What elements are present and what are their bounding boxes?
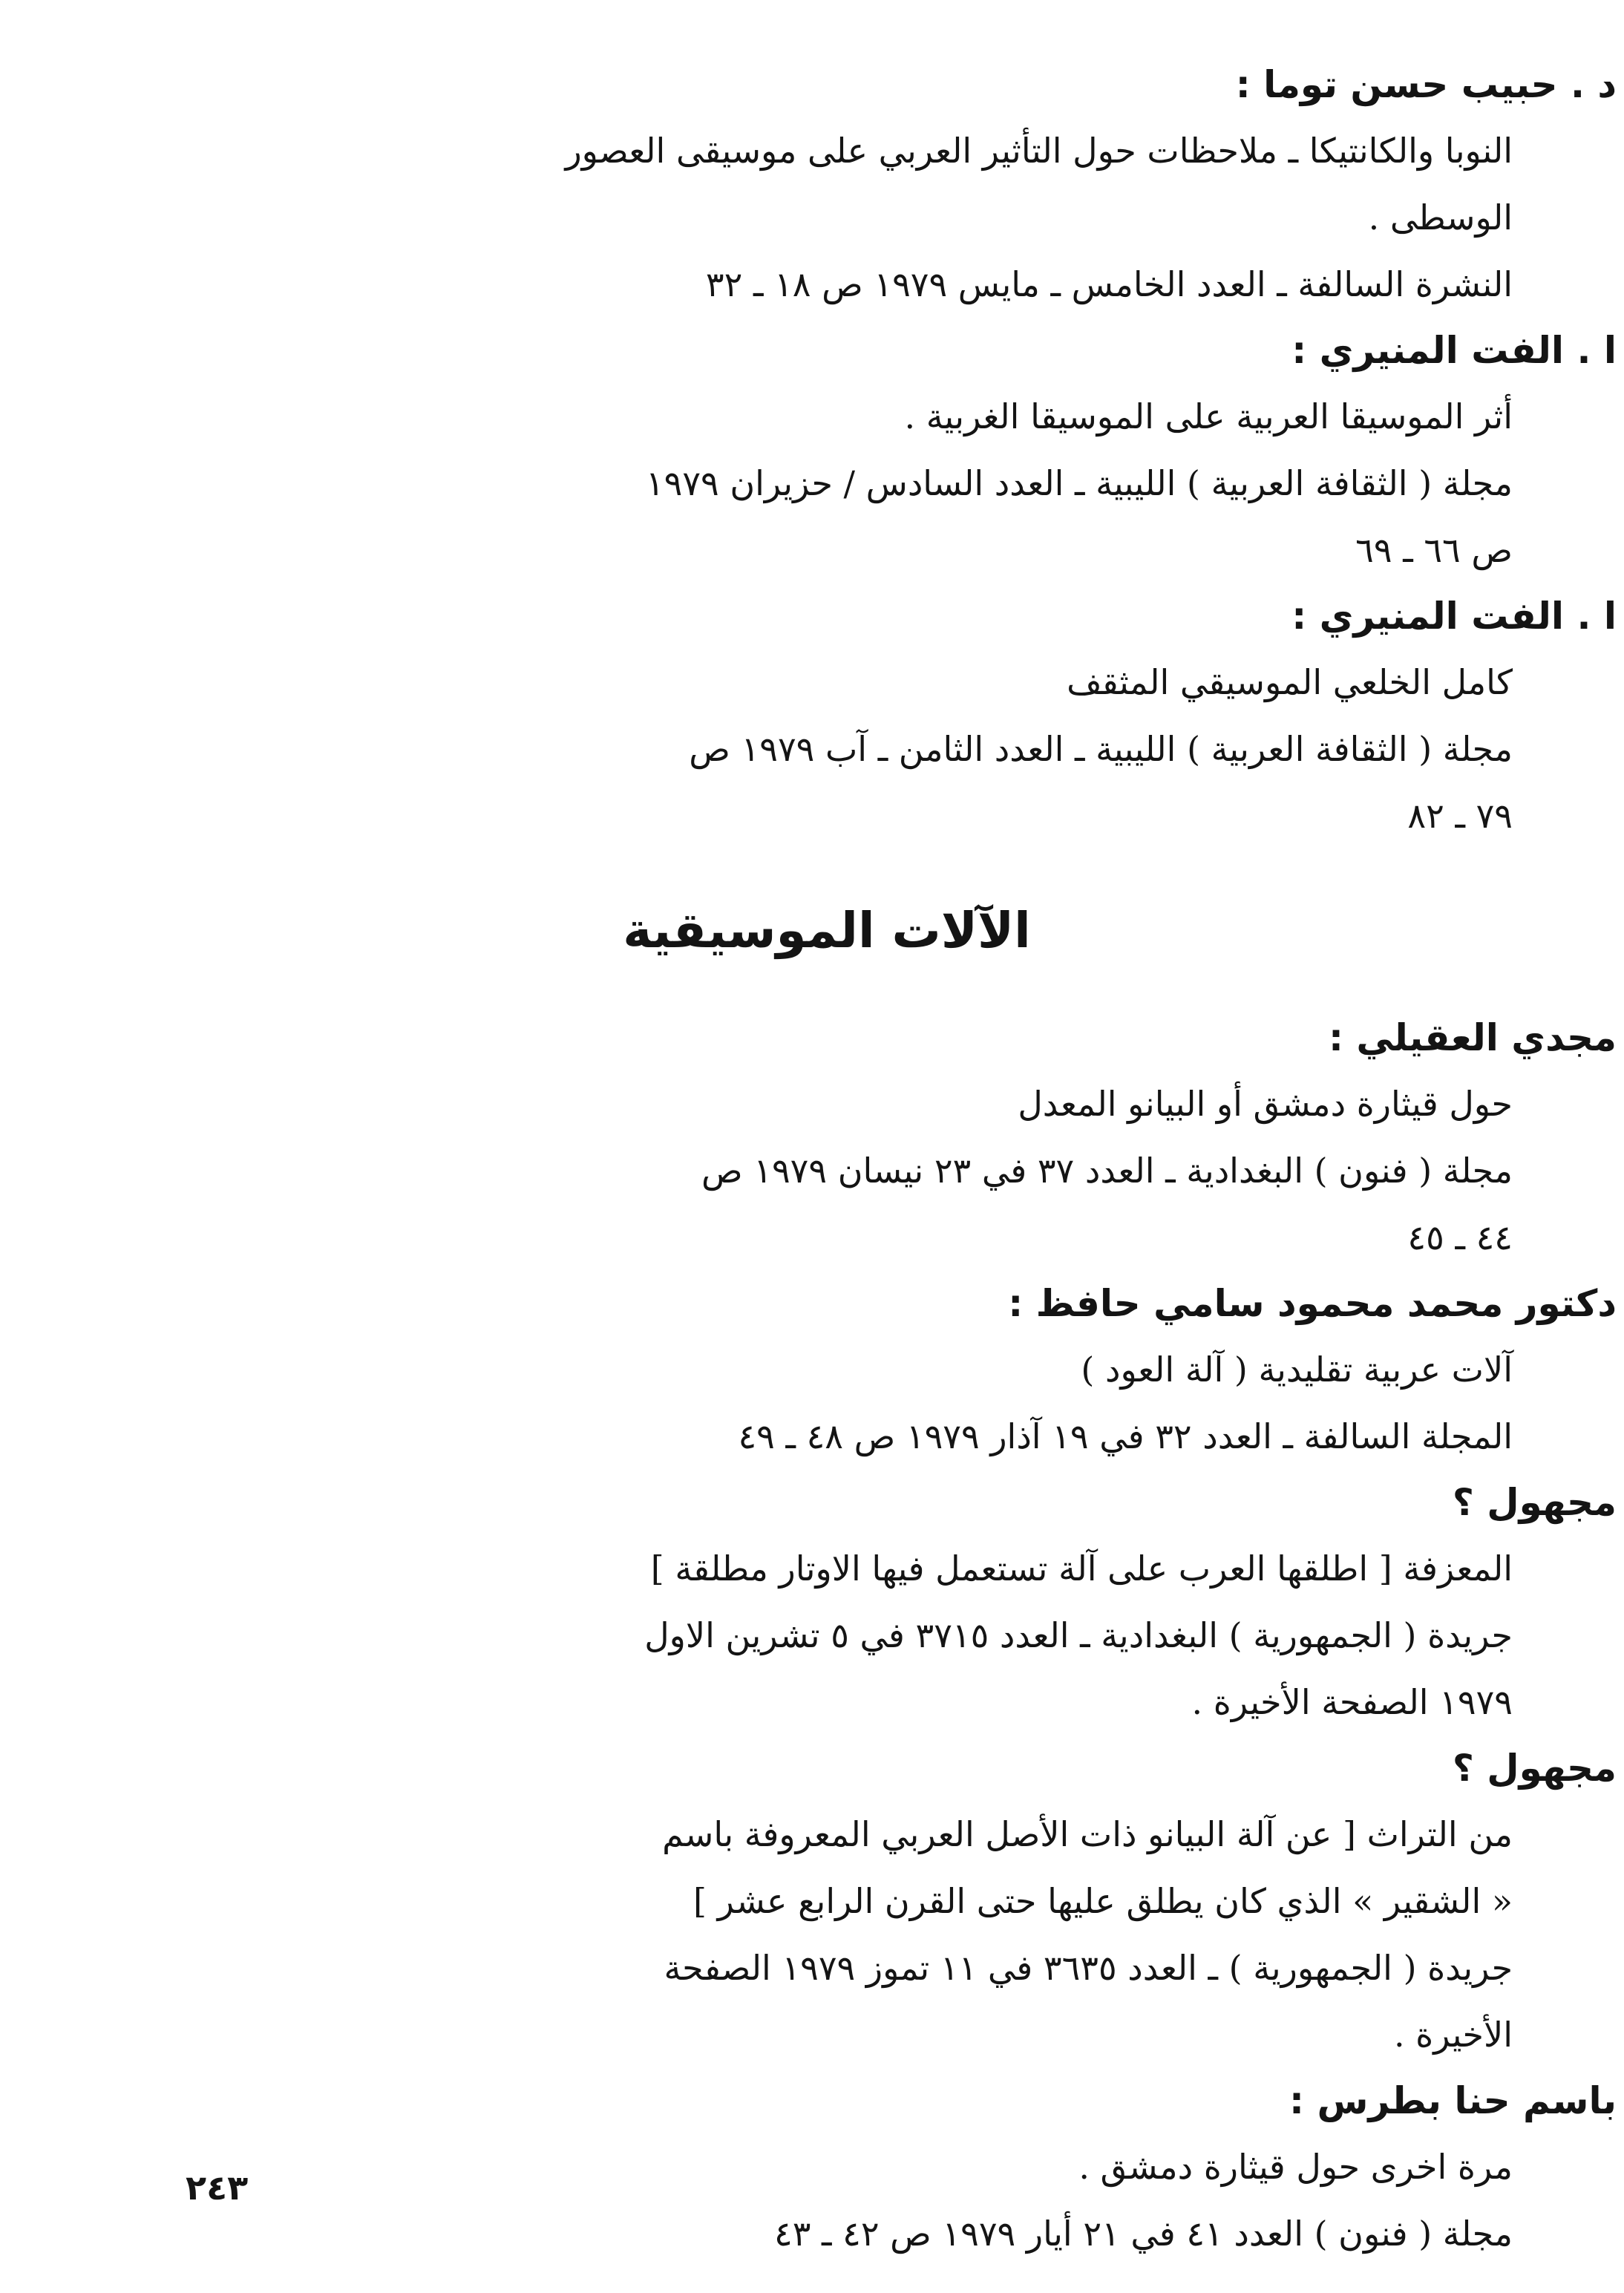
bibliography-entry: [163, 1470, 1617, 1736]
entry-line: ٧٩ ـ ٨٢: [1407, 796, 1513, 836]
entry-line: « الشقير » الذي كان يطلق عليها حتى القرن الرابع عشر ]: [693, 1881, 1513, 1921]
bibliography-entry: [163, 2068, 1617, 2267]
entry-author: ا . الفت المنيري :: [1291, 595, 1617, 638]
entry-author: دكتور محمد محمود سامي حافظ :: [1008, 1282, 1617, 1325]
entry-line: من التراث [ عن آلة البيانو ذات الأصل العربي المعروفة باسم: [662, 1814, 1513, 1854]
entry-line: ص ٦٦ ـ ٦٩: [1355, 530, 1513, 570]
entry-line: جريدة ( الجمهورية ) البغدادية ـ العدد ٣٧١٥ في ٥ تشرين الاول: [644, 1615, 1513, 1655]
entry-line: حول قيثارة دمشق أو البيانو المعدل: [1018, 1084, 1513, 1124]
entry-author: مجدي العقيلي :: [1328, 1016, 1617, 1059]
entry-line: مجلة ( فنون ) العدد ٤١ في ٢١ أيار ١٩٧٩ ص ٤٢ ـ ٤٣: [773, 2214, 1513, 2254]
bibliography-bottom: [163, 1005, 1617, 2267]
section-title: الآلات الموسيقية: [623, 902, 1031, 959]
entry-line: مجلة ( فنون ) البغدادية ـ العدد ٣٧ في ٢٣ نيسان ١٩٧٩ ص: [701, 1151, 1513, 1191]
bibliography-entry: [163, 1005, 1617, 1271]
entry-line: النوبا والكانتيكا ـ ملاحظات حول التأثير العربي على موسيقى العصور: [565, 131, 1513, 171]
entry-line: الوسطى .: [1368, 197, 1513, 238]
entry-line: مجلة ( الثقافة العربية ) الليبية ـ العدد الثامن ـ آب ١٩٧٩ ص: [689, 729, 1513, 769]
entry-author: مجهول ؟: [1452, 1747, 1617, 1790]
entry-author: د . حبيب حسن توما :: [1235, 63, 1617, 106]
entry-line: المجلة السالفة ـ العدد ٣٢ في ١٩ آذار ١٩٧٩ ص ٤٨ ـ ٤٩: [738, 1416, 1513, 1456]
page-number: ٢٤٣: [186, 2168, 249, 2208]
bibliography-entry: [163, 1271, 1617, 1470]
entry-line: ٤٤ ـ ٤٥: [1407, 1217, 1513, 1257]
entry-line: أثر الموسيقا العربية على الموسيقا الغربية .: [904, 396, 1513, 436]
bibliography-top: [163, 52, 1617, 849]
entry-line: كامل الخلعي الموسيقي المثقف: [1067, 662, 1513, 702]
entry-line: مرة اخرى حول قيثارة دمشق .: [1078, 2147, 1513, 2187]
entry-line: النشرة السالفة ـ العدد الخامس ـ مايس ١٩٧٩ ص ١٨ ـ ٣٢: [705, 264, 1513, 304]
document-page: [163, 52, 1617, 2267]
entry-author: باسم حنا بطرس :: [1289, 2079, 1617, 2122]
entry-line: ١٩٧٩ الصفحة الأخيرة .: [1191, 1682, 1513, 1722]
bibliography-entry: [163, 318, 1617, 583]
entry-line: آلات عربية تقليدية ( آلة العود ): [1081, 1350, 1513, 1390]
entry-line: المعزفة [ اطلقها العرب على آلة تستعمل فيها الاوتار مطلقة ]: [650, 1548, 1513, 1589]
entry-author: مجهول ؟: [1452, 1481, 1617, 1524]
entry-author: ا . الفت المنيري :: [1291, 329, 1617, 372]
bibliography-entry: [163, 52, 1617, 318]
bibliography-entry: [163, 1736, 1617, 2068]
entry-line: الأخيرة .: [1393, 2015, 1513, 2055]
entry-line: جريدة ( الجمهورية ) ـ العدد ٣٦٣٥ في ١١ تموز ١٩٧٩ الصفحة: [664, 1948, 1513, 1988]
entry-line: مجلة ( الثقافة العربية ) الليبية ـ العدد السادس / حزيران ١٩٧٩: [645, 463, 1513, 503]
bibliography-entry: [163, 583, 1617, 849]
